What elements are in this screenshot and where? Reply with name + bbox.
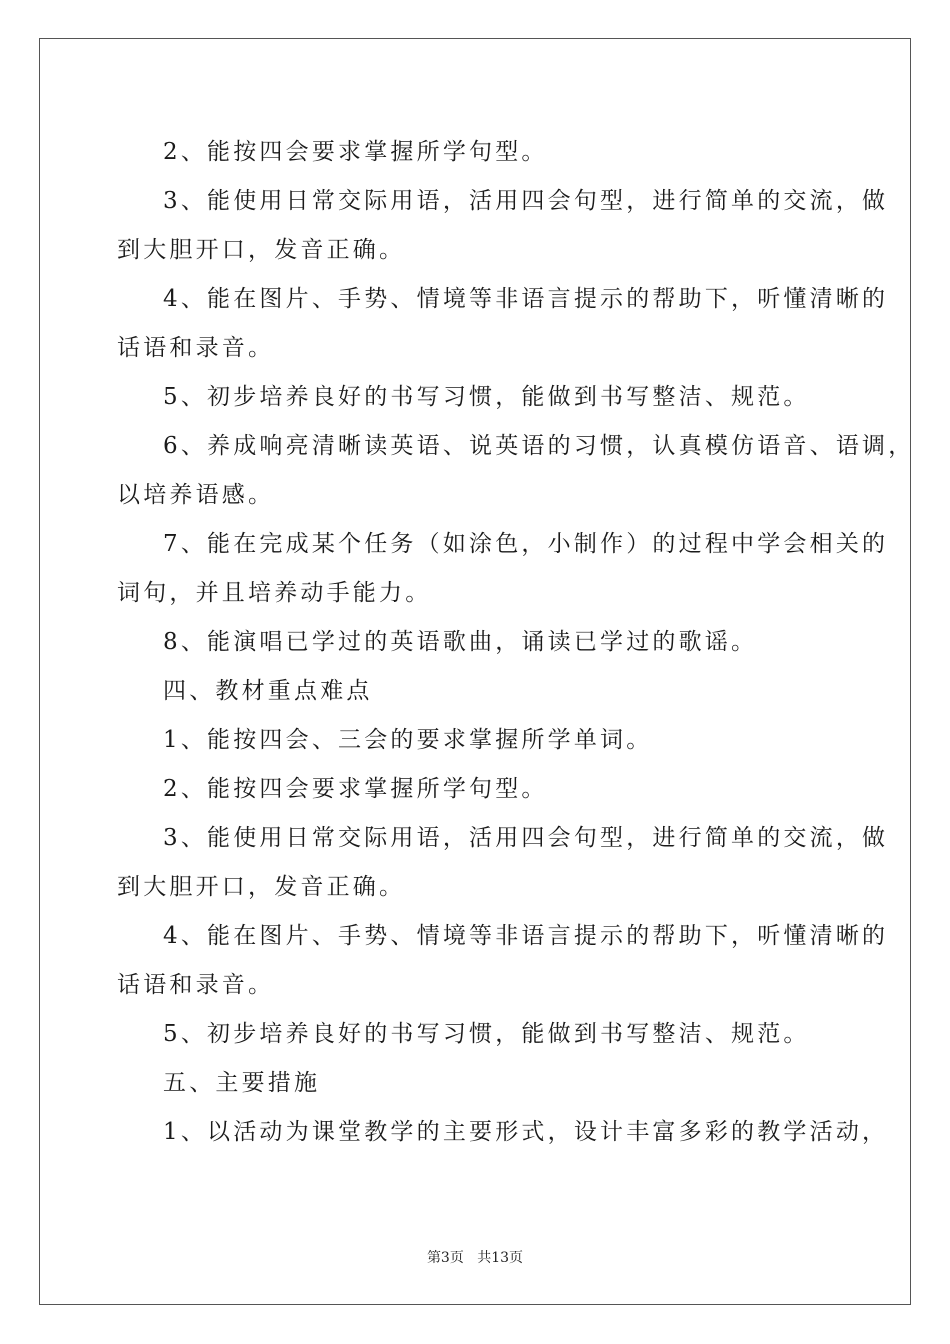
- text-line: 话语和录音。: [117, 972, 275, 998]
- page-footer: [0, 1247, 950, 1267]
- document-body: [117, 128, 915, 1157]
- text-line: 五、主要措施: [163, 1070, 321, 1096]
- text-line: 以培养语感。: [117, 482, 275, 508]
- text-line: 3、能使用日常交际用语，活用四会句型，进行简单的交流，做: [163, 188, 889, 214]
- text-line: 话语和录音。: [117, 335, 275, 361]
- text-line: 7、能在完成某个任务（如涂色，小制作）的过程中学会相关的: [163, 531, 889, 557]
- text-line: 5、初步培养良好的书写习惯，能做到书写整洁、规范。: [163, 384, 810, 410]
- text-line: 1、能按四会、三会的要求掌握所学单词。: [163, 727, 653, 753]
- text-line: 1、以活动为课堂教学的主要形式，设计丰富多彩的教学活动，: [163, 1119, 889, 1145]
- text-line: 2、能按四会要求掌握所学句型。: [163, 139, 548, 165]
- text-line: 到大胆开口，发音正确。: [117, 237, 406, 263]
- text-line: 5、初步培养良好的书写习惯，能做到书写整洁、规范。: [163, 1021, 810, 1047]
- page-number: 第3页: [426, 1250, 464, 1266]
- text-line: 8、能演唱已学过的英语歌曲，诵读已学过的歌谣。: [163, 629, 758, 655]
- text-line: 4、能在图片、手势、情境等非语言提示的帮助下，听懂清晰的: [163, 923, 889, 949]
- page-total: 共13页: [477, 1250, 524, 1266]
- text-line: 四、教材重点难点: [163, 678, 373, 704]
- text-line: 到大胆开口，发音正确。: [117, 874, 406, 900]
- text-line: 2、能按四会要求掌握所学句型。: [163, 776, 548, 802]
- text-line: 4、能在图片、手势、情境等非语言提示的帮助下，听懂清晰的: [163, 286, 889, 312]
- text-line: 6、养成响亮清晰读英语、说英语的习惯，认真模仿语音、语调，: [163, 433, 915, 459]
- text-line: 词句，并且培养动手能力。: [117, 580, 432, 606]
- text-line: 3、能使用日常交际用语，活用四会句型，进行简单的交流，做: [163, 825, 889, 851]
